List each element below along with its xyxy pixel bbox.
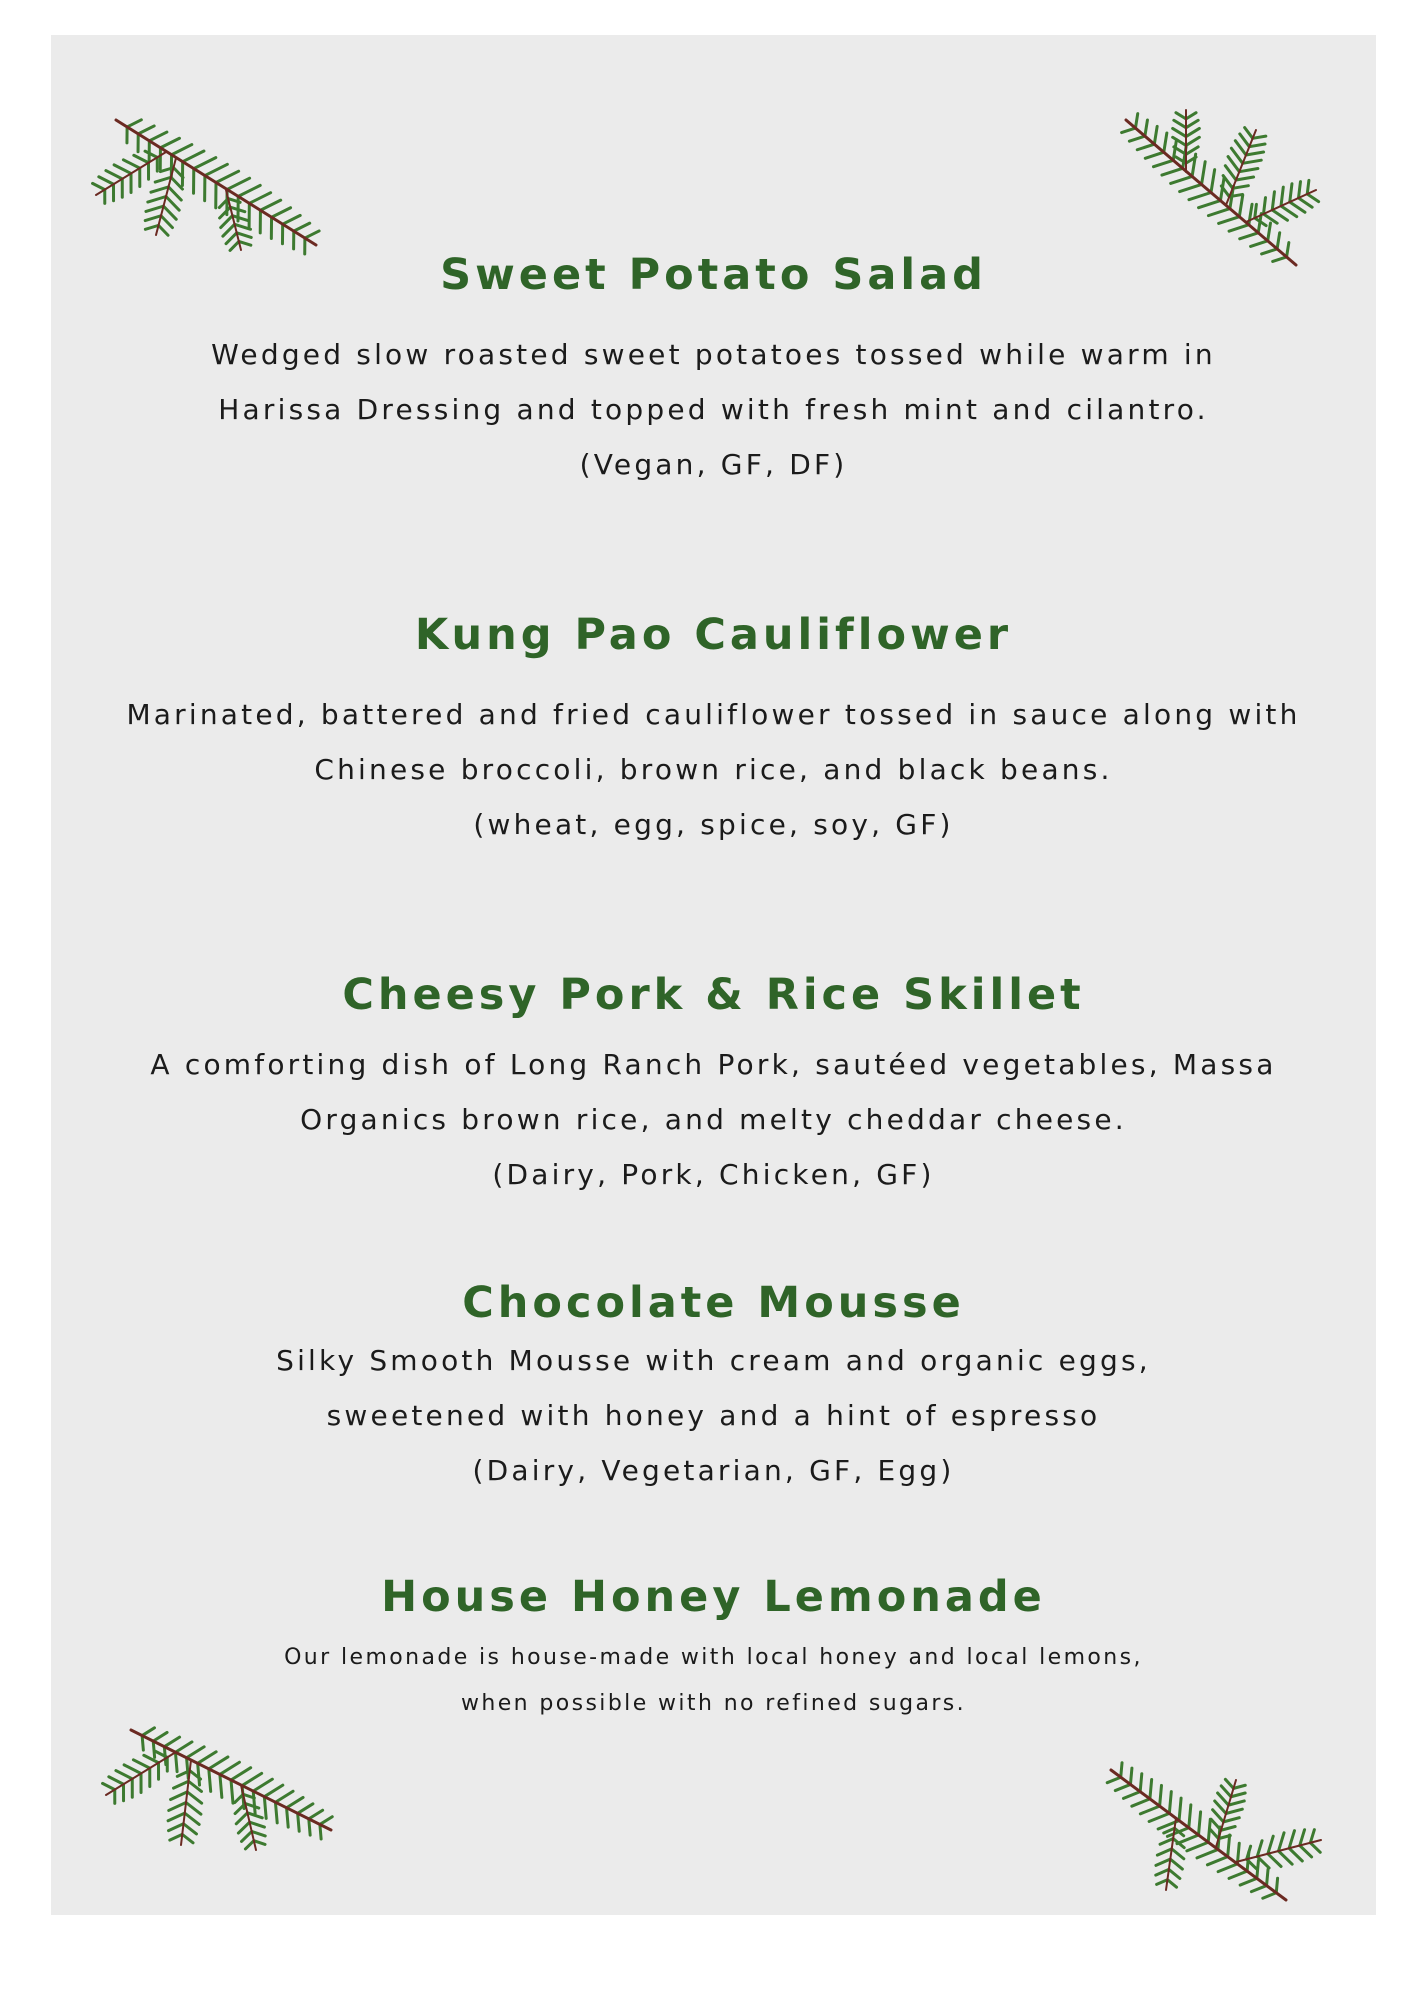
description-line: Harissa Dressing and topped with fresh mint and cilantro.: [218, 393, 1209, 426]
dietary-tags: (Dairy, Pork, Chicken, GF): [492, 1158, 935, 1191]
menu-item-description: [51, 1333, 1376, 1498]
menu-item-cheesy-pork-rice-skillet: [51, 965, 1376, 1202]
description-line: sweetened with honey and a hint of espresso: [326, 1399, 1101, 1432]
description-line: Silky Smooth Mousse with cream and organic eggs,: [276, 1344, 1151, 1377]
menu-item-chocolate-mousse: [51, 1273, 1376, 1498]
description-line: Chinese broccoli, brown rice, and black beans.: [314, 753, 1113, 786]
menu-item-title: Chocolate Mousse: [462, 1278, 965, 1328]
menu-item-description: [51, 1037, 1376, 1202]
pine-sprig-icon: [91, 1720, 341, 1860]
description-line: Wedged slow roasted sweet potatoes tossed while warm in: [211, 338, 1216, 371]
description-line: A comforting dish of Long Ranch Pork, sautéed vegetables, Massa: [150, 1048, 1277, 1081]
dietary-tags: (wheat, egg, spice, soy, GF): [473, 808, 954, 841]
dietary-tags: (Vegan, GF, DF): [579, 448, 848, 481]
pine-sprig-icon: [66, 100, 336, 260]
menu-card: [51, 35, 1376, 1915]
menu-item-house-honey-lemonade: [51, 1567, 1376, 1727]
menu-item-description: [51, 327, 1376, 492]
menu-item-kung-pao-cauliflower: [51, 605, 1376, 852]
menu-item-description: [51, 687, 1376, 852]
menu-item-title: Sweet Potato Salad: [440, 250, 987, 300]
description-line: Marinated, battered and fried cauliflower tossed in sauce along with: [126, 698, 1301, 731]
dietary-tags: (Dairy, Vegetarian, GF, Egg): [472, 1454, 955, 1487]
menu-item-sweet-potato-salad: [51, 245, 1376, 492]
menu-item-title: Kung Pao Cauliflower: [414, 610, 1013, 660]
menu-item-title: Cheesy Pork & Rice Skillet: [342, 970, 1085, 1020]
pine-sprig-icon: [1096, 1750, 1336, 1910]
menu-item-title: House Honey Lemonade: [381, 1572, 1046, 1622]
menu-item-description: [51, 1635, 1376, 1727]
description-line: Organics brown rice, and melty cheddar cheese.: [300, 1103, 1127, 1136]
description-line: Our lemonade is house-made with local honey and local lemons,: [284, 1645, 1143, 1670]
description-line: when possible with no refined sugars.: [460, 1691, 967, 1716]
